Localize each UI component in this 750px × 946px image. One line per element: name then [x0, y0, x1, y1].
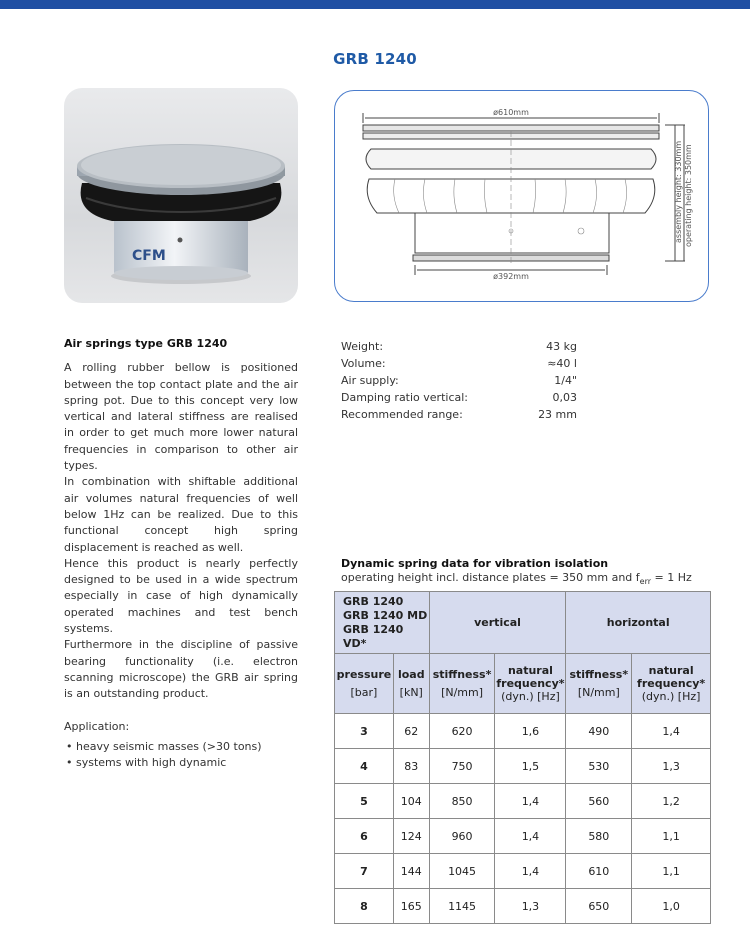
- column-header: natural frequency* (dyn.) [Hz]: [632, 654, 711, 714]
- top-bar: [0, 0, 750, 9]
- spec-row: [341, 355, 577, 372]
- specifications: [341, 338, 577, 423]
- vertical-header: vertical: [429, 592, 566, 654]
- description: [64, 336, 298, 771]
- spec-value: 23 mm: [538, 408, 577, 421]
- column-header: load [kN]: [393, 654, 429, 714]
- spec-label: Damping ratio vertical:: [341, 391, 468, 404]
- spec-row: [341, 389, 577, 406]
- spec-label: Air supply:: [341, 374, 399, 387]
- spec-value: 0,03: [552, 391, 577, 404]
- list-item: • heavy seismic masses (>30 tons): [64, 739, 298, 755]
- column-header: pressure [bar]: [335, 654, 394, 714]
- column-header: natural frequency* (dyn.) [Hz]: [495, 654, 566, 714]
- list-item: • systems with high dynamic: [64, 755, 298, 771]
- spec-label: Volume:: [341, 357, 386, 370]
- svg-text:CFM: CFM: [132, 248, 166, 264]
- assembly-height-label: assembly height: 330mm: [674, 140, 683, 243]
- operating-height-label: operating height: 350mm: [684, 144, 693, 247]
- table-row: 6 124 960 1,4 580 1,1: [335, 819, 711, 854]
- spec-label: Weight:: [341, 340, 384, 353]
- paragraph: Furthermore in the discipline of passive bearing functionality (i.e. electron scanning microscope) the GRB air spring is an outstanding product.: [64, 638, 298, 701]
- product-photo: [64, 88, 298, 303]
- table-row: 7 144 1045 1,4 610 1,1: [335, 854, 711, 889]
- dynamic-data-subtitle: operating height incl. distance plates = 350 mm and $f_{err} = 1$ Hz: [341, 571, 692, 587]
- column-header: stiffness* [N/mm]: [429, 654, 495, 714]
- spec-value: 1/4": [554, 374, 577, 387]
- page-title: GRB 1240: [333, 50, 417, 68]
- paragraph: A rolling rubber bellow is positioned between the top contact plate and the air spring pot. Due to this concept very low vertical and lateral stiffness are realised in order to get much more lower natural frequencies in comparison to other air types.: [64, 361, 298, 473]
- spec-row: [341, 338, 577, 355]
- spec-row: [341, 372, 577, 389]
- paragraph: Hence this product is nearly perfectly designed to be used in a wide spectrum especially in case of high dynamically operated machines and test bench systems.: [64, 556, 298, 636]
- column-headers: [335, 654, 711, 714]
- column-header: stiffness* [N/mm]: [566, 654, 632, 714]
- table-row: 5 104 850 1,4 560 1,2: [335, 784, 711, 819]
- dynamic-data-title: Dynamic spring data for vibration isolation: [341, 557, 609, 570]
- model-names: GRB 1240 GRB 1240 MD GRB 1240 VD*: [335, 592, 430, 654]
- description-heading: Air springs type GRB 1240: [64, 337, 228, 350]
- top-diameter-label: ø610mm: [493, 108, 529, 117]
- dynamic-data-table: [334, 591, 711, 924]
- application-label: Application:: [64, 719, 130, 733]
- technical-drawing: [334, 90, 709, 302]
- spec-value: ≈40 l: [547, 357, 577, 370]
- application-list: [64, 739, 298, 772]
- spec-value: 43 kg: [546, 340, 577, 353]
- table-row: 4 83 750 1,5 530 1,3: [335, 749, 711, 784]
- table-row: 8 165 1145 1,3 650 1,0: [335, 889, 711, 924]
- spec-label: Recommended range:: [341, 408, 463, 421]
- table-row: 3 62 620 1,6 490 1,4: [335, 714, 711, 749]
- horizontal-header: horizontal: [566, 592, 711, 654]
- bottom-diameter-label: ø392mm: [493, 272, 529, 281]
- paragraph: In combination with shiftable additional air volumes natural frequencies of well below 1Hz can be realized. Due to this functional concept high spring displacement is reached as well.: [64, 475, 298, 554]
- spec-row: [341, 406, 577, 423]
